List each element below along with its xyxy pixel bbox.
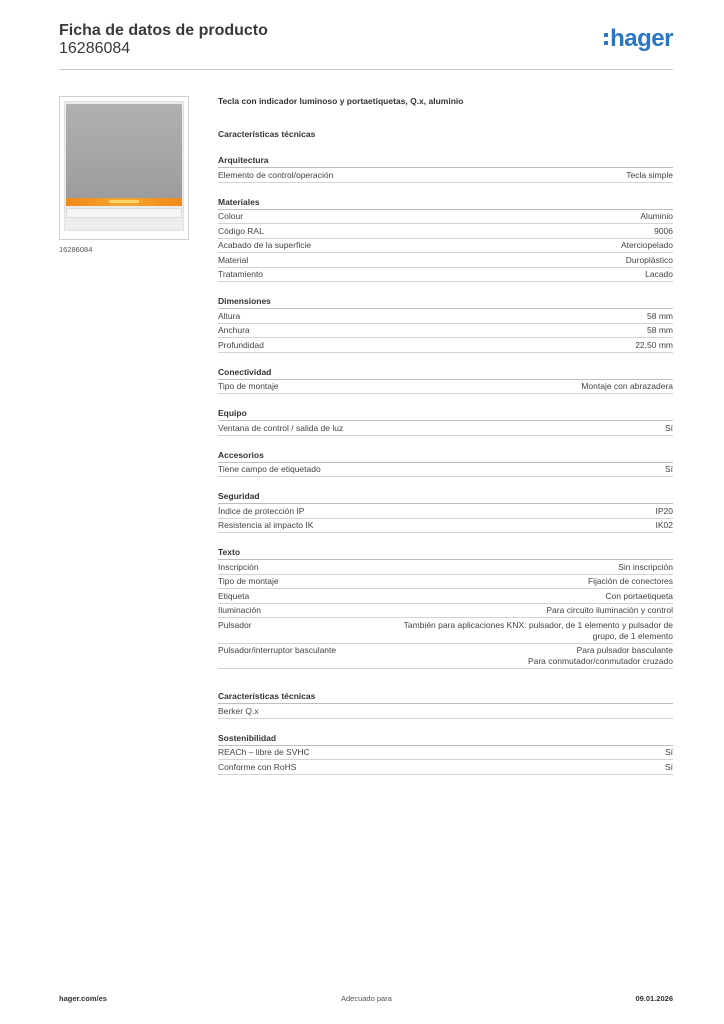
spec-value-line: 58 mm	[647, 310, 673, 321]
spec-label: Colour	[218, 211, 244, 221]
spec-group	[218, 547, 673, 669]
product-title: Tecla con indicador luminoso y portaetiquetas, Q.x, aluminio	[218, 96, 464, 106]
spec-label: Pulsador	[218, 619, 252, 630]
spec-row	[218, 519, 673, 534]
spec-group-title: Dimensiones	[218, 296, 673, 309]
spec-value-line: Aterciopelado	[621, 240, 673, 250]
product-number: 16286084	[59, 40, 131, 57]
spec-value	[656, 506, 674, 517]
spec-value-line: Con portaetiqueta	[605, 590, 673, 601]
spec-row	[218, 746, 673, 761]
logo-dots-icon	[604, 31, 608, 47]
spec-group-title: Arquitectura	[218, 155, 673, 168]
spec-group-title: Conectividad	[218, 367, 673, 380]
spec-row	[218, 324, 673, 339]
spec-label: Iluminación	[218, 605, 261, 615]
spec-value-line: Para pulsador basculante	[576, 645, 673, 655]
spec-label: Tipo de montaje	[218, 381, 279, 391]
spec-group	[218, 408, 673, 436]
spec-value-line: Sí	[664, 747, 673, 757]
spec-value-line: Para circuito iluminación y control	[546, 605, 673, 615]
spec-value-line: También para aplicaciones KNX: pulsador, de 1 elemento y pulsador de	[403, 619, 673, 630]
spec-group	[218, 367, 673, 395]
spec-value	[626, 255, 673, 266]
spec-group-title: Texto	[218, 547, 673, 560]
spec-value	[645, 269, 673, 280]
spec-value-line: Sí	[664, 761, 673, 772]
page-footer	[59, 994, 673, 1008]
spec-label: Pulsador/interruptor basculante	[218, 645, 337, 655]
spec-group-title: Seguridad	[218, 491, 673, 504]
spec-value	[581, 381, 673, 392]
footer-website[interactable]: hager.com/es	[59, 994, 107, 1003]
spec-group-title: Características técnicas	[218, 691, 673, 704]
footer-suitable-for: Adecuado para	[341, 994, 392, 1003]
image-caption: 16286084	[59, 245, 93, 254]
spec-label: Conforme con RoHS	[218, 761, 297, 772]
spec-label: Elemento de control/operación	[218, 169, 334, 180]
spec-value	[618, 562, 673, 573]
spec-label: Berker Q.x	[218, 705, 259, 716]
spec-label: Ventana de control / salida de luz	[218, 422, 344, 433]
technical-features-heading: Características técnicas	[218, 129, 316, 139]
indicator-light-dot	[109, 200, 139, 203]
spec-value	[605, 591, 673, 602]
spec-row	[218, 760, 673, 775]
spec-label: Código RAL	[218, 225, 264, 236]
spec-group	[218, 155, 673, 183]
spec-value	[656, 520, 674, 531]
spec-value	[621, 240, 673, 251]
spec-group-title: Equipo	[218, 408, 673, 421]
page-title: Ficha de datos de producto	[59, 22, 268, 39]
spec-value	[654, 226, 673, 237]
spec-value-line: Sin inscripción	[618, 561, 673, 572]
spec-value	[528, 645, 673, 667]
spec-row	[218, 421, 673, 436]
spec-value	[635, 340, 673, 351]
spec-row	[218, 309, 673, 324]
spec-value-line: Para conmutador/conmutador cruzado	[527, 656, 673, 666]
spec-value-line: Sí	[664, 422, 673, 433]
spec-row	[218, 618, 673, 644]
spec-row	[218, 644, 673, 670]
spec-value-line: Sí	[664, 464, 673, 474]
spec-label: Profundidad	[218, 339, 264, 350]
spec-value	[626, 170, 673, 181]
key-face	[66, 104, 182, 206]
spec-value	[588, 576, 673, 587]
spec-value-line: Fijación de conectores	[587, 576, 673, 586]
spec-row	[218, 210, 673, 225]
spec-row	[218, 560, 673, 575]
spec-row	[218, 168, 673, 183]
spec-group-title: Materiales	[218, 197, 673, 210]
spec-value-line: grupo, de 1 elemento	[592, 630, 673, 641]
spec-label: Acabado de la superficie	[218, 240, 312, 250]
spec-label: Etiqueta	[218, 590, 250, 601]
spec-value	[647, 311, 673, 322]
spec-group-title: Accesorios	[218, 450, 673, 463]
spec-groups	[218, 155, 673, 775]
spec-row	[218, 504, 673, 519]
spec-content	[218, 96, 673, 775]
spec-row	[218, 589, 673, 604]
spec-group	[218, 296, 673, 353]
spec-label: Altura	[218, 310, 241, 321]
spec-label: Tipo de montaje	[218, 576, 279, 586]
hager-logo	[604, 24, 673, 54]
spec-value-line: 9006	[654, 225, 673, 236]
spec-value-line: Lacado	[645, 269, 673, 279]
spec-row	[218, 380, 673, 395]
label-holder	[66, 208, 182, 218]
spec-group	[218, 733, 673, 775]
spec-row	[218, 224, 673, 239]
spec-value-line: Duroplástico	[625, 254, 673, 265]
spec-group-title: Sostenibilidad	[218, 733, 673, 746]
spec-row	[218, 575, 673, 590]
spec-row	[218, 338, 673, 353]
spec-value	[665, 423, 673, 434]
spec-value-line: Montaje con abrazadera	[581, 381, 673, 391]
spec-value	[647, 325, 673, 336]
spec-label: Resistencia al impacto IK	[218, 520, 314, 530]
spec-label: Tratamiento	[218, 269, 264, 279]
footer-date: 09.01.2026	[635, 994, 673, 1003]
product-image	[59, 96, 189, 240]
spec-row	[218, 604, 673, 619]
spec-value	[665, 747, 673, 758]
spec-value-line: IP20	[655, 505, 673, 516]
spec-value-line: Aluminio	[640, 211, 673, 221]
spec-label: Inscripción	[218, 561, 259, 572]
rocker-key-illustration	[64, 101, 184, 231]
spec-group	[218, 197, 673, 283]
logo-text: hager	[610, 25, 673, 52]
spec-row	[218, 463, 673, 478]
spec-label: Material	[218, 254, 249, 265]
spec-value-line: 22,50 mm	[635, 339, 673, 350]
spec-value	[665, 762, 673, 773]
spec-value-line: 58 mm	[647, 325, 673, 335]
spec-value	[665, 464, 673, 475]
spec-value-line: Tecla simple	[626, 169, 673, 180]
spec-value	[546, 605, 673, 616]
spec-value	[640, 211, 673, 222]
spec-group	[218, 691, 673, 719]
spec-label: Tiene campo de etiquetado	[218, 464, 321, 474]
spec-row	[218, 253, 673, 268]
spec-row	[218, 268, 673, 283]
page-header	[59, 20, 673, 70]
spec-group	[218, 491, 673, 533]
label-holder-edge	[66, 222, 182, 228]
spec-label: Anchura	[218, 325, 250, 335]
spec-row	[218, 239, 673, 254]
spec-group	[218, 450, 673, 478]
spec-row	[218, 704, 673, 719]
spec-label: REACh – libre de SVHC	[218, 747, 310, 757]
spec-value	[404, 620, 673, 642]
spec-label: Índice de protección IP	[218, 505, 305, 516]
spec-value-line: IK02	[655, 520, 673, 530]
